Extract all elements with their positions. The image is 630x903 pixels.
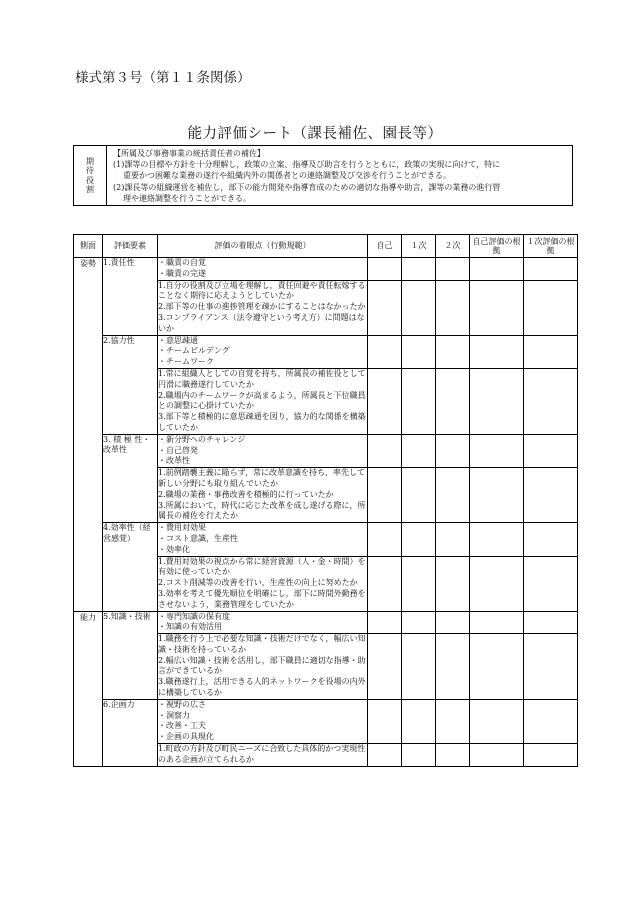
self-basis-cell[interactable] bbox=[470, 699, 524, 743]
role-line: 理や連絡調整を行うことができる。 bbox=[123, 193, 251, 203]
detail-point: 3.効率を考えて優先順位を明確にし，部下に時間外勤務をさせないよう，業務管理をしていたか bbox=[158, 588, 366, 609]
self-score-cell[interactable] bbox=[368, 556, 402, 611]
role-line: (1)課等の目標や方針を十分理解し，政策の立案、指導及び助言を行うとともに，政策の実現に向けて，特に bbox=[113, 160, 501, 170]
element-cell: 6.企画力 bbox=[103, 699, 158, 766]
second-score-cell[interactable] bbox=[436, 556, 470, 611]
header-self: 自己 bbox=[368, 235, 402, 258]
self-basis-cell[interactable] bbox=[470, 634, 524, 700]
short-point: ・専門知識の保有度 bbox=[158, 611, 230, 621]
second-score-cell[interactable] bbox=[436, 468, 470, 523]
first-basis-cell[interactable] bbox=[524, 744, 578, 767]
detail-points-cell bbox=[158, 468, 368, 523]
self-basis-cell[interactable] bbox=[470, 335, 524, 368]
detail-point: 3.コンプライアンス（法令遵守という考え方）に問題はないか bbox=[158, 312, 365, 333]
role-heading-char: 割 bbox=[86, 185, 94, 194]
first-score-cell[interactable] bbox=[402, 258, 436, 281]
second-score-cell[interactable] bbox=[436, 434, 470, 467]
short-point: ・意思疎通 bbox=[158, 335, 198, 345]
detail-point: 3.所属において，時代に応じた改革を成し遂げる際に，所属長の補佐を行えたか bbox=[158, 500, 366, 521]
expected-role-heading bbox=[74, 146, 107, 205]
short-point: ・企画の具現化 bbox=[158, 732, 214, 742]
self-basis-cell[interactable] bbox=[470, 434, 524, 467]
detail-point: 1.前例踏襲主義に陥らず，常に改革意識を持ち，率先して新しい分野にも取り組んでいたか bbox=[158, 468, 365, 488]
self-basis-cell[interactable] bbox=[470, 468, 524, 523]
detail-point: 2.部下等の仕事の進捗管理を疎かにすることはなかったか bbox=[158, 302, 366, 312]
self-score-cell[interactable] bbox=[368, 280, 402, 335]
role-heading-char: 役 bbox=[86, 175, 94, 185]
detail-point: 3.職務遂行上，活用できる人的ネットワークを役場の内外に構築しているか bbox=[158, 677, 366, 698]
self-basis-cell[interactable] bbox=[470, 556, 524, 611]
self-score-cell[interactable] bbox=[368, 699, 402, 743]
expected-role-box bbox=[73, 145, 573, 206]
short-point: ・職責の自覚 bbox=[158, 258, 206, 267]
first-basis-cell[interactable] bbox=[524, 556, 578, 611]
first-basis-cell[interactable] bbox=[524, 468, 578, 523]
detail-point: 1.常に組織人としての自覚を持ち，所属長の補佐役として円滑に職務遂行していたか bbox=[158, 368, 366, 389]
role-line: 【所属及び事務事業の統括責任者の補佐】 bbox=[113, 149, 265, 158]
short-point: ・洞察力 bbox=[158, 710, 190, 720]
short-point: ・効率化 bbox=[158, 544, 190, 554]
header-aspect: 側面 bbox=[74, 235, 103, 258]
short-point: ・視野の広さ bbox=[158, 699, 206, 709]
detail-point: 1.職務を行う上で必要な知識・技術だけでなく，幅広い知識・技術を持っているか bbox=[158, 634, 366, 654]
header-element: 評価要素 bbox=[103, 235, 158, 258]
first-basis-cell[interactable] bbox=[524, 523, 578, 556]
short-point: ・自己啓発 bbox=[158, 445, 198, 455]
aspect-cell: 姿勢 bbox=[74, 258, 103, 612]
element-cell: 4.効率性（経営感覚） bbox=[103, 523, 158, 611]
detail-point: 3.部下等と積極的に意思疎通を図り，協力的な関係を構築していたか bbox=[158, 412, 366, 432]
first-basis-cell[interactable] bbox=[524, 699, 578, 743]
self-score-cell[interactable] bbox=[368, 523, 402, 556]
role-line: 重要かつ困難な業務の遂行や組織内外の関係者との連絡調整及び交渉を行うことができる。 bbox=[123, 171, 451, 181]
second-score-cell[interactable] bbox=[436, 699, 470, 743]
element-cell: 3. 積 極 性・改革性 bbox=[103, 434, 158, 522]
table-row bbox=[74, 611, 578, 634]
header-first-basis: １次評価の根拠 bbox=[524, 235, 578, 258]
self-basis-cell[interactable] bbox=[470, 611, 524, 634]
header-self-basis: 自己評価の根拠 bbox=[470, 235, 524, 258]
second-score-cell[interactable] bbox=[436, 368, 470, 434]
role-heading-char: 待 bbox=[86, 166, 94, 175]
table-row bbox=[74, 335, 578, 368]
header-first: １次 bbox=[402, 235, 436, 258]
short-point: ・チームビルデング bbox=[158, 346, 230, 356]
self-score-cell[interactable] bbox=[368, 611, 402, 634]
first-score-cell[interactable] bbox=[402, 634, 436, 700]
self-basis-cell[interactable] bbox=[470, 280, 524, 335]
self-score-cell[interactable] bbox=[368, 335, 402, 368]
form-number: 様式第３号（第１１条関係） bbox=[75, 70, 251, 86]
first-score-cell[interactable] bbox=[402, 280, 436, 335]
first-score-cell[interactable] bbox=[402, 699, 436, 743]
first-basis-cell[interactable] bbox=[524, 280, 578, 335]
detail-points-cell bbox=[158, 634, 368, 700]
self-score-cell[interactable] bbox=[368, 434, 402, 467]
short-point: ・新分野へのチャレンジ bbox=[158, 434, 246, 444]
aspect-cell: 能力 bbox=[74, 611, 103, 766]
first-score-cell[interactable] bbox=[402, 335, 436, 368]
detail-point: 1.費用対効果の視点から常に経営資源（人・金・時間）を有効に使っていたか bbox=[158, 556, 366, 577]
short-points-cell bbox=[158, 434, 368, 467]
second-score-cell[interactable] bbox=[436, 523, 470, 556]
table-row bbox=[74, 434, 578, 467]
short-point: ・知識の有効活用 bbox=[158, 622, 222, 632]
self-score-cell[interactable] bbox=[368, 468, 402, 523]
first-score-cell[interactable] bbox=[402, 744, 436, 767]
header-row bbox=[74, 235, 578, 258]
short-points-cell bbox=[158, 335, 368, 368]
second-score-cell[interactable] bbox=[436, 744, 470, 767]
table-row bbox=[74, 699, 578, 743]
role-line: (2)課長等の組織運営を補佐し，部下の能力開発や指導育成のための適切な指導や助言，課等の業務の進行管 bbox=[113, 182, 501, 192]
role-heading-char: 期 bbox=[86, 156, 94, 166]
self-score-cell[interactable] bbox=[368, 634, 402, 700]
short-point: ・改善・工夫 bbox=[158, 721, 206, 731]
second-score-cell[interactable] bbox=[436, 634, 470, 700]
self-score-cell[interactable] bbox=[368, 368, 402, 434]
element-cell: 2.協力性 bbox=[103, 335, 158, 434]
first-score-cell[interactable] bbox=[402, 611, 436, 634]
second-score-cell[interactable] bbox=[436, 335, 470, 368]
short-points-cell bbox=[158, 523, 368, 556]
detail-points-cell bbox=[158, 368, 368, 434]
detail-points-cell bbox=[158, 280, 368, 335]
first-score-cell[interactable] bbox=[402, 468, 436, 523]
first-score-cell[interactable] bbox=[402, 523, 436, 556]
table-row bbox=[74, 523, 578, 556]
header-second: ２次 bbox=[436, 235, 470, 258]
element-cell: 1.責任性 bbox=[103, 258, 158, 336]
detail-points-cell bbox=[158, 744, 368, 767]
self-score-cell[interactable] bbox=[368, 744, 402, 767]
second-score-cell[interactable] bbox=[436, 258, 470, 281]
detail-points-cell bbox=[158, 556, 368, 611]
page-title: 能力評価シート（課長補佐、園長等） bbox=[187, 126, 443, 142]
short-point: ・費用対効果 bbox=[158, 523, 206, 533]
first-basis-cell[interactable] bbox=[524, 368, 578, 434]
self-basis-cell[interactable] bbox=[470, 523, 524, 556]
detail-point: 2.職場内のチームワークが高まるよう，所属長と下位職員との調整に心掛けていたか bbox=[158, 390, 366, 411]
short-points-cell bbox=[158, 699, 368, 743]
first-basis-cell[interactable] bbox=[524, 434, 578, 467]
first-score-cell[interactable] bbox=[402, 556, 436, 611]
short-point: ・改革性 bbox=[158, 456, 190, 466]
first-basis-cell[interactable] bbox=[524, 611, 578, 634]
expected-role-text bbox=[107, 146, 572, 205]
short-points-cell bbox=[158, 611, 368, 634]
short-points-cell bbox=[158, 258, 368, 281]
first-basis-cell[interactable] bbox=[524, 634, 578, 700]
element-cell: 5.知識・技術 bbox=[103, 611, 158, 699]
header-points: 評価の着眼点（行動規範） bbox=[158, 235, 368, 258]
detail-point: 2.コスト削減等の改善を行い，生産性の向上に努めたか bbox=[158, 578, 358, 588]
detail-point: 2.幅広い知識・技術を活用し，部下職員に適切な指導・助言ができているか bbox=[158, 655, 366, 676]
short-point: ・チームワーク bbox=[158, 357, 214, 367]
self-score-cell[interactable] bbox=[368, 258, 402, 281]
short-point: ・コスト意識，生産性 bbox=[158, 533, 238, 543]
self-basis-cell[interactable] bbox=[470, 368, 524, 434]
short-point: ・職責の完遂 bbox=[158, 268, 206, 278]
first-basis-cell[interactable] bbox=[524, 335, 578, 368]
detail-point: 2.職場の業務・事務改善を積極的に行っていたか bbox=[158, 489, 334, 499]
first-score-cell[interactable] bbox=[402, 368, 436, 434]
self-basis-cell[interactable] bbox=[470, 258, 524, 281]
first-basis-cell[interactable] bbox=[524, 258, 578, 281]
self-basis-cell[interactable] bbox=[470, 744, 524, 767]
detail-point: 1.自分の役割及び立場を理解し，責任回避や責任転嫁することなく期待に応えようとしていたか bbox=[158, 280, 366, 301]
first-score-cell[interactable] bbox=[402, 434, 436, 467]
table-row bbox=[74, 258, 578, 281]
detail-point: 1.町政の方針及び町民ニーズに合致した具体的かつ実現性のある企画が立てられるか bbox=[158, 744, 366, 764]
second-score-cell[interactable] bbox=[436, 280, 470, 335]
second-score-cell[interactable] bbox=[436, 611, 470, 634]
evaluation-table bbox=[73, 234, 578, 767]
